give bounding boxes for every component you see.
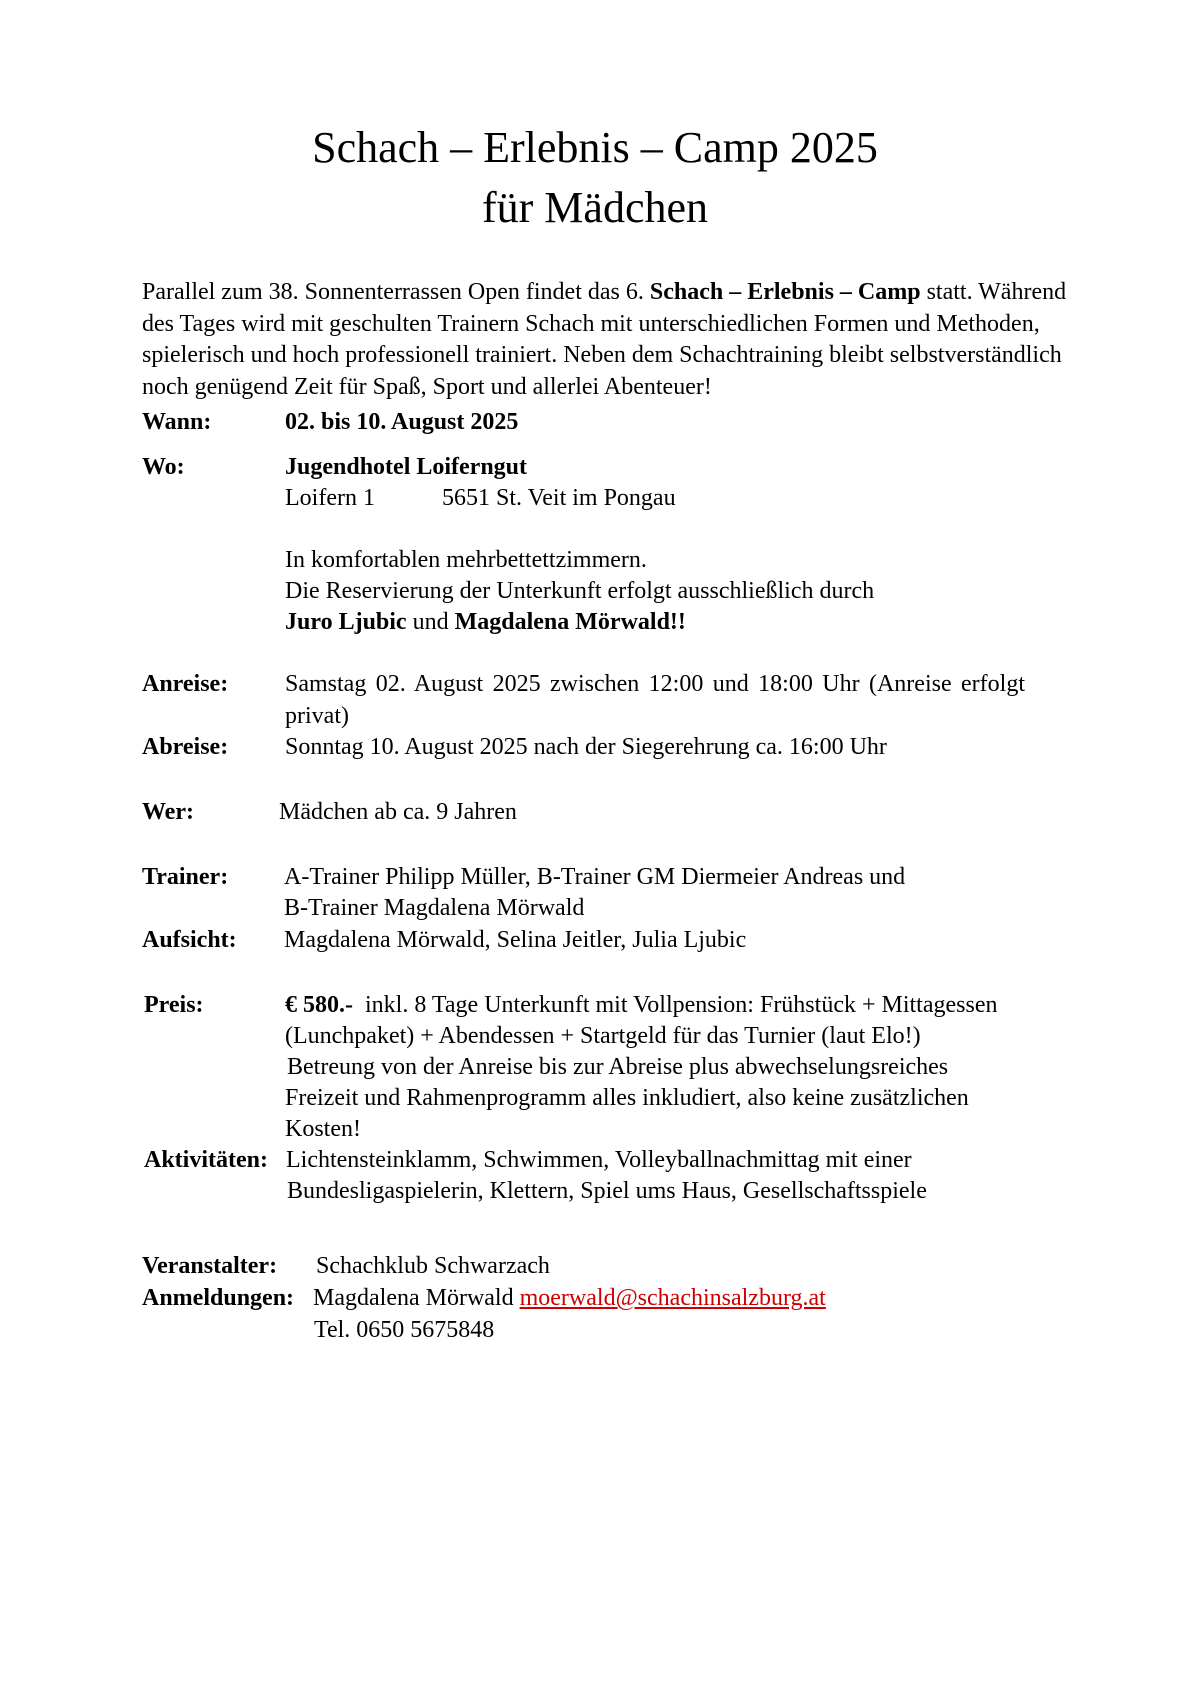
contact-und: und bbox=[406, 609, 455, 635]
wann-value: 02. bis 10. August 2025 bbox=[285, 409, 519, 435]
page-title bbox=[0, 118, 1190, 238]
intro-camp-name: Schach – Erlebnis – Camp bbox=[649, 279, 921, 305]
aktivitaeten-line-1: Lichtensteinklamm, Schwimmen, Volleyballnachmittag mit einer bbox=[286, 1147, 912, 1173]
intro-paragraph bbox=[142, 277, 1082, 403]
aufsicht-value: Magdalena Mörwald, Selina Jeitler, Julia Ljubic bbox=[284, 927, 747, 953]
preis-line-1 bbox=[285, 990, 997, 1022]
preis-line-2: (Lunchpaket) + Abendessen + Startgeld für das Turnier (laut Elo!) bbox=[285, 1023, 921, 1049]
trainer-label: Trainer: bbox=[142, 864, 229, 890]
title-line-2: für Mädchen bbox=[481, 183, 708, 232]
wer-label: Wer: bbox=[142, 799, 194, 825]
preis-line-3: Betreung von der Anreise bis zur Abreise plus abwechselungsreiches bbox=[287, 1054, 949, 1080]
wo-rooms: In komfortablen mehrbettettzimmern. bbox=[285, 547, 647, 573]
preis-line-5: Kosten! bbox=[285, 1116, 361, 1142]
veranstalter-label: Veranstalter: bbox=[142, 1253, 278, 1279]
abreise-label: Abreise: bbox=[142, 734, 229, 760]
aufsicht-label: Aufsicht: bbox=[142, 927, 237, 953]
trainer-line-1: A-Trainer Philipp Müller, B-Trainer GM Diermeier Andreas und bbox=[284, 864, 906, 890]
wer-value: Mädchen ab ca. 9 Jahren bbox=[279, 799, 517, 825]
wo-street: Loifern 1 bbox=[285, 485, 375, 511]
anmeldungen-phone: Tel. 0650 5675848 bbox=[314, 1317, 495, 1343]
veranstalter-value: Schachklub Schwarzach bbox=[316, 1253, 550, 1279]
preis-amount: € 580.- bbox=[285, 992, 353, 1018]
wo-reservation: Die Reservierung der Unterkunft erfolgt ausschließlich durch bbox=[285, 578, 875, 604]
intro-text-1: Parallel zum 38. Sonnenterrassen Open findet das 6. bbox=[142, 279, 650, 305]
anmeldungen-name: Magdalena Mörwald bbox=[313, 1285, 514, 1311]
title-line-1: Schach – Erlebnis – Camp 2025 bbox=[312, 123, 878, 172]
wo-hotel: Jugendhotel Loiferngut bbox=[285, 454, 528, 480]
aktivitaeten-line-2: Bundesligaspielerin, Klettern, Spiel ums Haus, Gesellschaftsspiele bbox=[287, 1178, 927, 1204]
anmeldungen-label: Anmeldungen: bbox=[142, 1285, 295, 1311]
preis-line-4: Freizeit und Rahmenprogramm alles inkludiert, also keine zusätzlichen bbox=[285, 1085, 969, 1111]
anmeldungen-contact bbox=[313, 1283, 826, 1315]
contact-juro: Juro Ljubic bbox=[285, 609, 407, 635]
trainer-line-2: B-Trainer Magdalena Mörwald bbox=[284, 895, 585, 921]
wo-label: Wo: bbox=[142, 454, 185, 480]
aktivitaeten-label: Aktivitäten: bbox=[144, 1147, 268, 1173]
intro-text-2: statt. Während des Tages wird mit geschulten Trainern Schach mit unterschiedlichen Formen und Methoden, spielerisch und hoch professionell trainiert. Neben dem Schachtraining bleibt selbstverständlich noch genügend Zeit für Spaß, Sport und allerlei Abenteuer! bbox=[142, 279, 1067, 400]
preis-label: Preis: bbox=[144, 992, 204, 1018]
wo-city: 5651 St. Veit im Pongau bbox=[442, 485, 676, 511]
anreise-value: Samstag 02. August 2025 zwischen 12:00 und 18:00 Uhr (Anreise erfolgt privat) bbox=[285, 671, 1025, 729]
anreise-label: Anreise: bbox=[142, 671, 229, 697]
abreise-value: Sonntag 10. August 2025 nach der Siegerehrung ca. 16:00 Uhr bbox=[285, 734, 887, 760]
wo-contacts bbox=[285, 607, 686, 639]
preis-included: inkl. 8 Tage Unterkunft mit Vollpension: Frühstück + Mittagessen bbox=[353, 992, 998, 1018]
email-link[interactable]: moerwald@schachinsalzburg.at bbox=[519, 1285, 826, 1311]
wann-label: Wann: bbox=[142, 409, 212, 435]
contact-magdalena: Magdalena Mörwald!! bbox=[454, 609, 686, 635]
